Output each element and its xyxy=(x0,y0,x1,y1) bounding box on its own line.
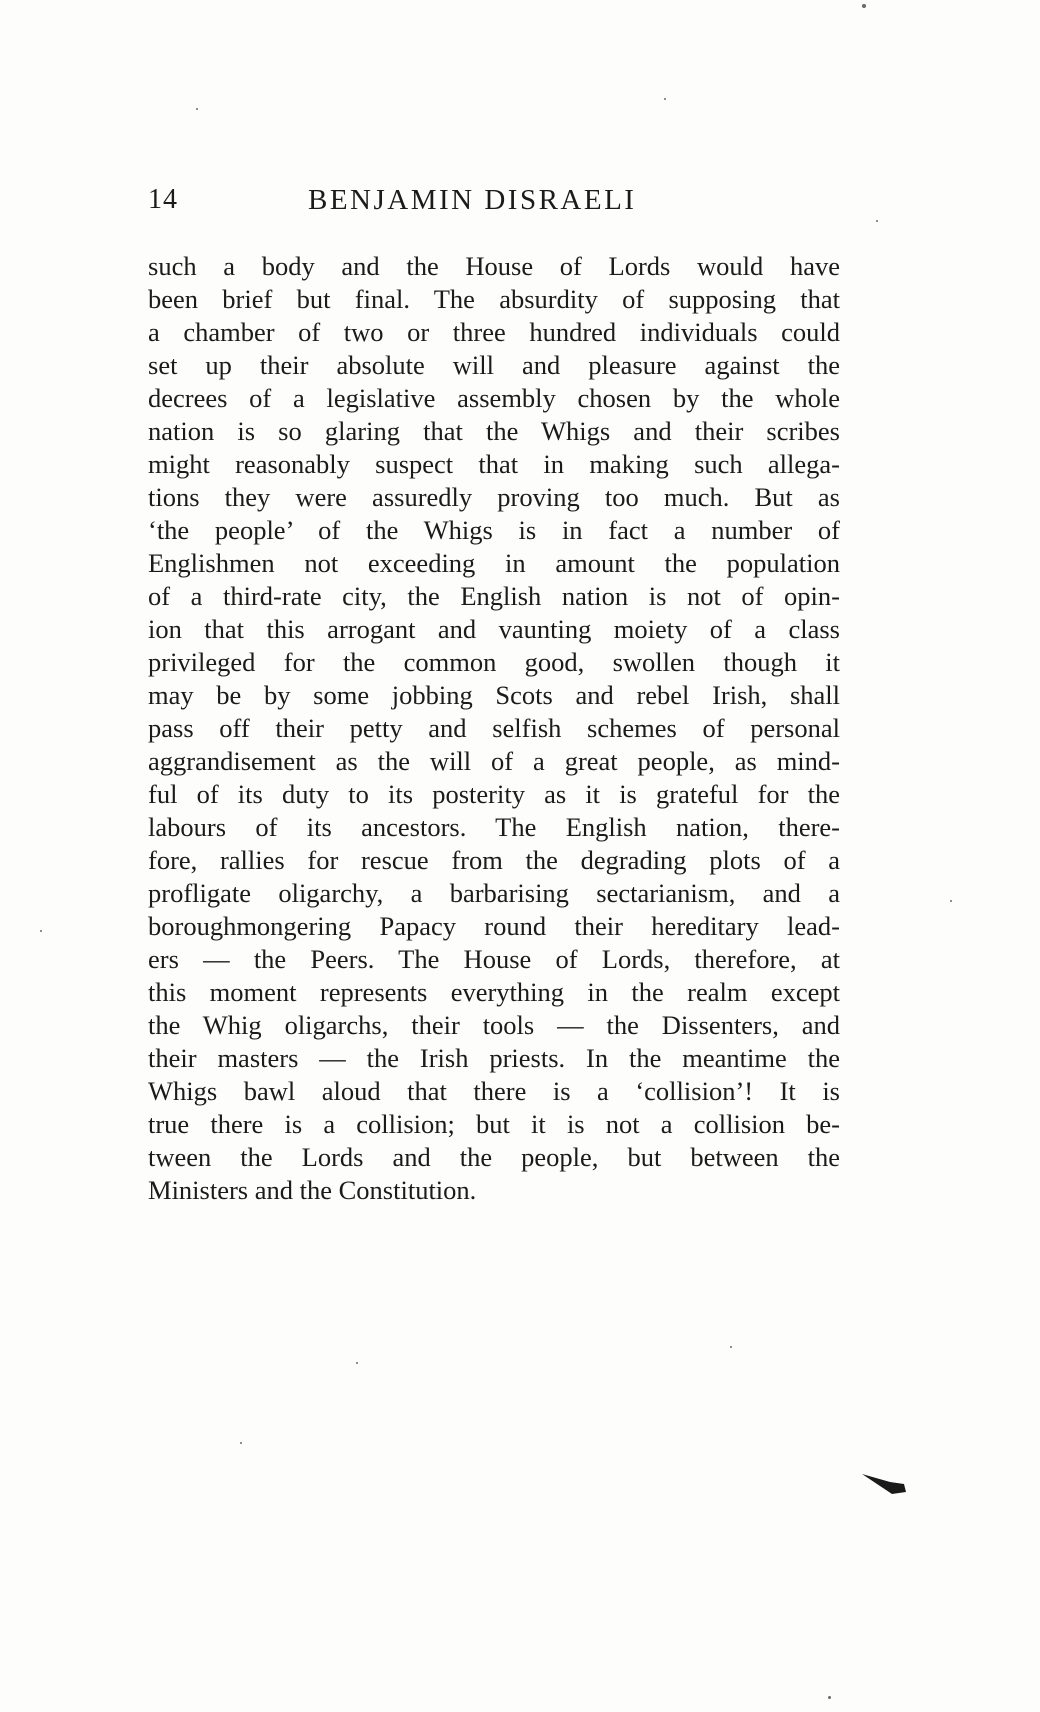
text-line: tions they were assuredly proving too much. But as xyxy=(148,482,840,512)
text-line: pass off their petty and selfish schemes of personal xyxy=(148,713,840,743)
text-line: boroughmongering Papacy round their hereditary lead- xyxy=(148,911,840,941)
scan-speck xyxy=(356,1362,358,1364)
text-line: ful of its duty to its posterity as it is grateful for the xyxy=(148,779,840,809)
scan-speck xyxy=(196,108,198,110)
scan-speck xyxy=(862,4,866,8)
text-line: may be by some jobbing Scots and rebel Irish, shall xyxy=(148,680,840,710)
book-title: BENJAMIN DISRAELI xyxy=(308,184,637,216)
text-line: of a third-rate city, the English nation is not of opin- xyxy=(148,581,840,611)
text-line: ion that this arrogant and vaunting moiety of a class xyxy=(148,614,840,644)
scan-speck xyxy=(828,1696,831,1699)
text-line: been brief but final. The absurdity of supposing that xyxy=(148,284,840,314)
text-line: Ministers and the Constitution. xyxy=(148,1175,477,1205)
text-line: ‘the people’ of the Whigs is in fact a number of xyxy=(148,515,840,545)
text-line: aggrandisement as the will of a great people, as mind- xyxy=(148,746,840,776)
text-line: set up their absolute will and pleasure against the xyxy=(148,350,840,380)
scan-speck xyxy=(950,900,952,902)
text-line: privileged for the common good, swollen though it xyxy=(148,647,840,677)
text-line: a chamber of two or three hundred individuals could xyxy=(148,317,840,347)
text-line: true there is a collision; but it is not a collision be- xyxy=(148,1109,840,1139)
text-line: ers — the Peers. The House of Lords, therefore, at xyxy=(148,944,840,974)
scan-speck xyxy=(240,1442,242,1444)
page-number: 14 xyxy=(148,184,178,215)
scan-speck xyxy=(664,98,666,100)
scan-speck xyxy=(40,930,42,932)
text-line: might reasonably suspect that in making such allega- xyxy=(148,449,840,479)
text-line: such a body and the House of Lords would have xyxy=(148,251,840,281)
body-text xyxy=(148,250,840,1207)
text-line: nation is so glaring that the Whigs and their scribes xyxy=(148,416,840,446)
scan-speck xyxy=(876,220,878,222)
text-line: Whigs bawl aloud that there is a ‘collision’! It is xyxy=(148,1076,840,1106)
text-line: this moment represents everything in the realm except xyxy=(148,977,840,1007)
running-head xyxy=(148,184,848,224)
text-line: profligate oligarchy, a barbarising sectarianism, and a xyxy=(148,878,840,908)
text-line: fore, rallies for rescue from the degrading plots of a xyxy=(148,845,840,875)
text-line: tween the Lords and the people, but between the xyxy=(148,1142,840,1172)
scan-speck xyxy=(730,1346,732,1348)
text-line: labours of its ancestors. The English nation, there- xyxy=(148,812,840,842)
text-line: decrees of a legislative assembly chosen by the whole xyxy=(148,383,840,413)
text-line: their masters — the Irish priests. In the meantime the xyxy=(148,1043,840,1073)
ink-blot-icon xyxy=(860,1470,908,1496)
text-line: Englishmen not exceeding in amount the population xyxy=(148,548,840,578)
text-line: the Whig oligarchs, their tools — the Dissenters, and xyxy=(148,1010,840,1040)
